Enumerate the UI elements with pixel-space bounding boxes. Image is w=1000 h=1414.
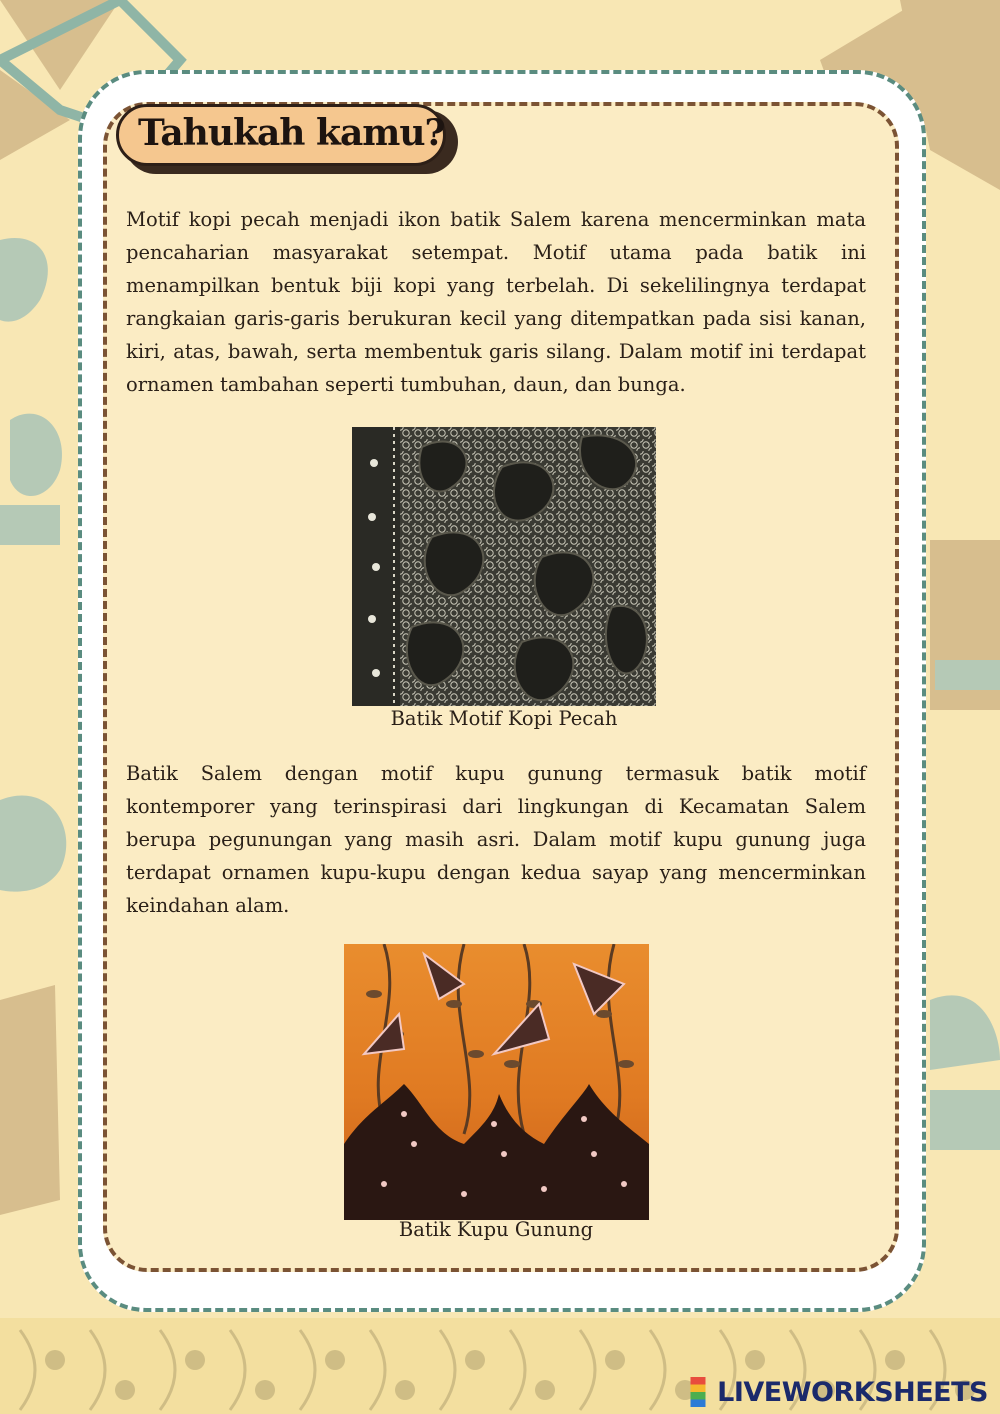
caption-kopi-pecah: Batik Motif Kopi Pecah bbox=[390, 707, 618, 730]
paragraph-kopi-pecah: Motif kopi pecah menjadi ikon batik Salem karena mencerminkan mata pencaharian masyarakat setempat. Motif utama pada batik ini menampilkan bentuk biji kopi yang terbelah. Di sekelilingnya terdapat rangkaian garis-garis berukuran kecil yang ditempatkan pada sisi kanan, kiri, atas, bawah, serta membentuk garis silang. Dalam motif ini terdapat ornamen tambahan seperti tumbuhan, daun, dan bunga. bbox=[126, 208, 866, 396]
batik-kopi-pecah-photo bbox=[352, 427, 656, 706]
page-title: Tahukah kamu? bbox=[138, 112, 445, 154]
liveworksheets-logo bbox=[683, 1375, 988, 1409]
liveworksheets-mark-icon bbox=[683, 1377, 713, 1407]
batik-kupu-gunung-photo bbox=[344, 944, 649, 1220]
paragraph-kupu-gunung: Batik Salem dengan motif kupu gunung termasuk batik motif kontemporer yang terinspirasi dari lingkungan di Kecamatan Salem berupa pegunungan yang masih asri. Dalam motif kupu gunung juga terdapat ornamen kupu-kupu dengan kedua sayap yang mencerminkan keindahan alam. bbox=[126, 762, 866, 917]
caption-kupu-gunung: Batik Kupu Gunung bbox=[398, 1218, 594, 1241]
liveworksheets-text: LIVEWORKSHEETS bbox=[717, 1376, 988, 1408]
